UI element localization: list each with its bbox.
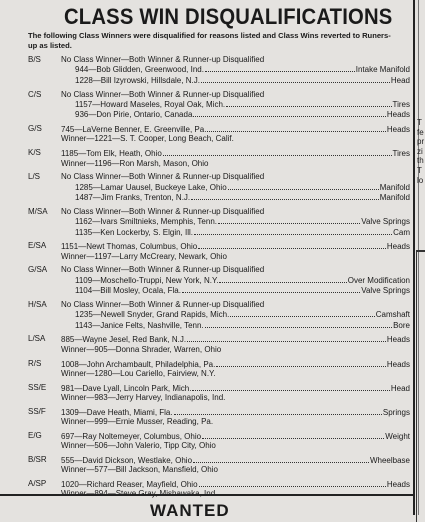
entry-line [61, 134, 410, 143]
disqualification-reason: Over Modification [347, 275, 410, 285]
entrant-text: 981—Dave Lyall, Lincoln Park, Mich. [61, 383, 192, 393]
disqualification-reason: Head [390, 75, 410, 85]
dot-leader [163, 148, 392, 156]
margin-fragment: lo [417, 175, 424, 185]
entry-line [61, 393, 410, 402]
entrant-text: Winner—1280—Lou Cariello, Fairview, N.Y. [61, 368, 216, 378]
class-entry [28, 55, 410, 85]
entry-line [61, 207, 410, 216]
column-divider [413, 0, 415, 515]
entry-line [61, 320, 410, 330]
entry-line [61, 192, 410, 202]
disqualification-reason: Intake Manifold [355, 65, 410, 75]
dot-leader [193, 109, 385, 117]
class-entry [28, 383, 410, 403]
entrant-text: Winner—905—Donna Shrader, Warren, Ohio [61, 344, 222, 354]
entry-line [61, 300, 410, 309]
dot-leader [216, 359, 386, 367]
dot-leader [205, 64, 355, 72]
dot-leader [191, 192, 379, 200]
disqualification-reason: Bore [393, 320, 410, 330]
dot-leader [207, 124, 385, 132]
dot-leader [182, 285, 360, 293]
entry-line [61, 479, 410, 489]
disqualification-reason: Heads [386, 125, 410, 135]
entrant-text: No Class Winner—Both Winner & Runner-up Disqualified [61, 172, 265, 182]
entrant-text: 1008—John Archambault, Philadelphia, Pa. [61, 359, 216, 369]
intro-paragraph: The following Class Winners were disqualified for reasons listed and Class Wins reverted to Runers-up as listed. [28, 31, 391, 50]
entry-line [61, 55, 410, 64]
entrant-text: 1143—Janice Felts, Nashville, Tenn. [75, 320, 204, 330]
class-code: E/G [28, 430, 42, 440]
entry-line [61, 417, 410, 426]
entry-line [61, 124, 410, 134]
entry-line [61, 182, 410, 192]
entrant-text: 1309—Dave Heath, Miami, Fla. [61, 407, 173, 417]
class-entry [28, 334, 410, 354]
adjacent-box-border [416, 250, 425, 522]
class-entry [28, 407, 410, 427]
disqualification-reason: Heads [386, 359, 410, 369]
dot-leader [187, 334, 386, 342]
disqualification-reason: Tires [392, 149, 410, 159]
entrant-text: No Class Winner—Both Winner & Runner-up Disqualified [61, 265, 265, 275]
dot-leader [226, 99, 391, 107]
entry-line [61, 465, 410, 474]
entrant-text: 1487—Jim Franks, Trenton, N.J. [75, 193, 191, 203]
entrant-text: 1020—Richard Reaser, Mayfield, Ohio [61, 480, 198, 490]
dot-leader [230, 309, 374, 317]
disqualification-reason: Valve Springs [361, 217, 410, 227]
entry-line [61, 285, 410, 295]
entrant-text: 555—David Dickson, Westlake, Ohio [61, 455, 193, 465]
entrant-text: Winner—506—John Valerio, Tipp City, Ohio [61, 441, 216, 451]
dot-leader [193, 455, 369, 463]
entry-line [61, 148, 410, 158]
disqualification-reason: Heads [386, 110, 410, 120]
entrant-text: No Class Winner—Both Winner & Runner-up Disqualified [61, 206, 265, 216]
entrant-text: No Class Winner—Both Winner & Runner-up Disqualified [61, 55, 265, 64]
entry-line [61, 64, 410, 74]
entrant-text: Winner—577—Bill Jackson, Mansfield, Ohio [61, 465, 218, 475]
entrant-text: Winner—983—Jerry Harvey, Indianapolis, Ind. [61, 393, 226, 403]
entrant-text: 1104—Bill Mosley, Ocala, Fla. [75, 286, 181, 296]
class-code: L/S [28, 172, 41, 182]
margin-fragment: zi [417, 146, 423, 156]
section-rule [0, 494, 413, 496]
disqualification-reason: Head [390, 383, 410, 393]
class-code: B/S [28, 55, 41, 64]
entrant-text: 1185—Tom Elk, Heath, Ohio [61, 149, 162, 159]
class-code: R/S [28, 358, 42, 368]
entrant-text: 885—Wayne Jesel, Red Bank, N.J. [61, 335, 187, 345]
class-code: G/SA [28, 265, 48, 275]
disqualification-reason: Heads [386, 335, 410, 345]
margin-fragment: T [417, 166, 422, 175]
disqualification-reason: Manifold [379, 182, 410, 192]
class-code: SS/E [28, 382, 47, 392]
entry-line [61, 99, 410, 109]
entrant-text: No Class Winner—Both Winner & Runner-up Disqualified [61, 299, 265, 309]
entry-line [61, 359, 410, 369]
entry-line [61, 369, 410, 378]
class-code: M/SA [28, 206, 48, 216]
class-entry [28, 359, 410, 379]
entrant-text: Winner—1221—S. T. Cooper, Long Beach, Calif. [61, 134, 234, 144]
disqualification-reason: Heads [386, 480, 410, 490]
disqualification-list [28, 55, 410, 503]
entry-line [61, 334, 410, 344]
dot-leader [205, 320, 392, 328]
entry-line [61, 159, 410, 168]
dot-leader [228, 182, 379, 190]
entrant-text: 745—LaVerne Benner, E. Greenville, Pa. [61, 125, 207, 135]
dot-leader [192, 383, 389, 391]
entrant-text: 697—Ray Noltemeyer, Columbus, Ohio [61, 431, 202, 441]
entrant-text: No Class Winner—Both Winner & Runner-up Disqualified [61, 89, 265, 99]
wanted-heading: WANTED [150, 501, 230, 520]
class-entry [28, 241, 410, 261]
class-code: H/SA [28, 299, 47, 309]
entrant-text: Winner—999—Ernie Musser, Reading, Pa. [61, 417, 214, 427]
entry-line [61, 455, 410, 465]
entry-line [61, 383, 410, 393]
entrant-text: Winner—1196—Ron Marsh, Mason, Ohio [61, 158, 209, 168]
entry-line [61, 75, 410, 85]
entrant-text: Winner—1197—Larry McCreary, Newark, Ohio [61, 251, 227, 261]
class-entry [28, 265, 410, 295]
class-code: G/S [28, 124, 42, 134]
disqualification-reason: Tires [392, 99, 410, 109]
entrant-text: 936—Don Pirie, Ontario, Canada [75, 110, 193, 120]
margin-fragment: th [417, 156, 424, 166]
entrant-text: 1109—Moschello-Truppi, New York, N.Y. [75, 275, 219, 285]
dot-leader [219, 275, 346, 283]
dot-leader [218, 216, 360, 224]
entrant-text: 1157—Howard Maseles, Royal Oak, Mich. [75, 99, 226, 109]
class-entry [28, 300, 410, 330]
entrant-text: 1162—Ivars Smiltnieks, Memphis, Tenn. [75, 217, 217, 227]
entry-line [61, 441, 410, 450]
class-entry [28, 455, 410, 475]
entry-line [61, 407, 410, 417]
entry-line [61, 275, 410, 285]
disqualification-reason: Manifold [379, 193, 410, 203]
class-code: B/SR [28, 454, 47, 464]
class-code: A/SP [28, 479, 47, 489]
entrant-text: 1228—Bill Izyrowski, Hillsdale, N.J. [75, 75, 200, 85]
class-entry [28, 90, 410, 120]
dot-leader [201, 75, 390, 83]
page-title: CLASS WIN DISQUALIFICATIONS [64, 4, 393, 29]
class-code: SS/F [28, 406, 46, 416]
class-entry [28, 172, 410, 202]
entry-line [61, 265, 410, 274]
margin-fragment: fe [417, 127, 424, 137]
entry-line [61, 241, 410, 251]
margin-fragment: T [417, 118, 422, 127]
entrant-text: 1285—Lamar Uausel, Buckeye Lake, Ohio [75, 182, 227, 192]
entrant-text: 1151—Newt Thomas, Columbus, Ohio [61, 242, 198, 252]
entry-line [61, 309, 410, 319]
entry-line [61, 109, 410, 119]
entry-line [61, 90, 410, 99]
dot-leader [194, 227, 392, 235]
entrant-text: 1235—Newell Snyder, Grand Rapids, Mich. [75, 310, 230, 320]
entry-line [61, 431, 410, 441]
class-code: E/SA [28, 241, 47, 251]
class-entry [28, 431, 410, 451]
disqualification-reason: Weight [385, 431, 410, 441]
dot-leader [199, 479, 386, 487]
disqualification-reason: Camshaft [375, 310, 410, 320]
dot-leader [202, 431, 384, 439]
class-code: K/S [28, 148, 41, 158]
entrant-text: 1135—Ken Lockerby, S. Elgin, Ill. [75, 227, 193, 237]
entry-line [61, 227, 410, 237]
entrant-text: 944—Bob Glidden, Greenwood, Ind. [75, 65, 204, 75]
margin-fragment: pr [417, 137, 425, 147]
class-entry [28, 148, 410, 168]
class-entry [28, 124, 410, 144]
class-entry [28, 207, 410, 237]
disqualification-reason: Springs [382, 407, 410, 417]
entry-line [61, 216, 410, 226]
disqualification-reason: Heads [386, 242, 410, 252]
entry-line [61, 345, 410, 354]
class-code: L/SA [28, 334, 46, 344]
disqualification-reason: Cam [393, 227, 410, 237]
entry-line [61, 172, 410, 181]
entry-line [61, 252, 410, 261]
dot-leader [174, 407, 382, 415]
disqualification-reason: Wheelbase [369, 455, 410, 465]
dot-leader [198, 241, 386, 249]
class-code: C/S [28, 89, 42, 99]
disqualification-reason: Valve Springs [361, 286, 410, 296]
